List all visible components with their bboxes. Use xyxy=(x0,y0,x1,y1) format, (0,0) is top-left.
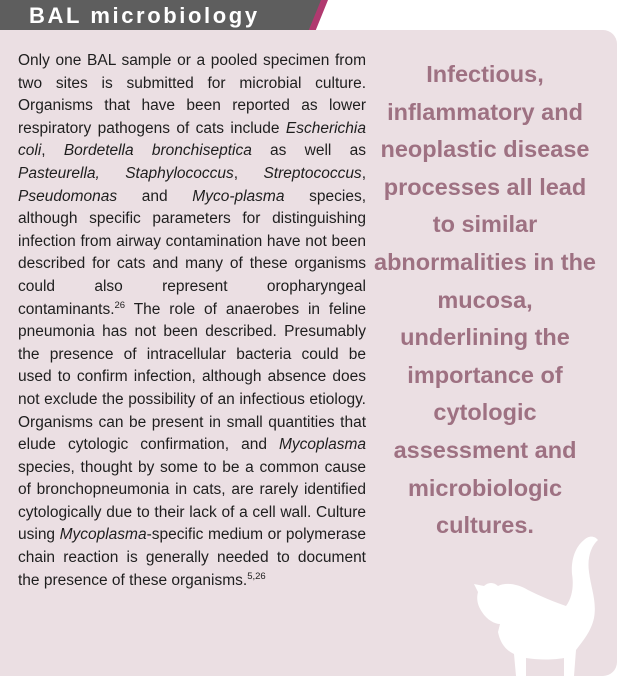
text-run: as well as xyxy=(251,142,366,160)
cat-silhouette-icon xyxy=(474,532,616,676)
organism-name: Streptococcus xyxy=(263,164,362,182)
organism-name: Myco-plasma xyxy=(192,187,285,205)
text-run: The role of anaerobes in feline pneumonia has not been described. Presumably the presence of intracellular bacteria could be used to confirm infection, although absence does not exclude the possibility of an infectious etiology. Organisms can be present in small quantities that elude cytologic confirmation, and xyxy=(18,300,366,454)
text-run: , xyxy=(361,164,366,182)
organism-name: Pasteurella, Staphylococcus xyxy=(18,164,234,182)
text-run: , xyxy=(41,142,64,160)
citation-reference: 5,26 xyxy=(247,570,266,582)
section-title: BAL microbiology xyxy=(29,3,260,28)
organism-name: Escherichia coli xyxy=(18,119,366,160)
body-paragraph xyxy=(18,50,366,592)
text-run: and xyxy=(117,187,193,205)
organism-name: Mycoplasma xyxy=(279,436,366,454)
pull-quote: Infectious, inflammatory and neoplastic disease processes all lead to similar abnormalities in the mucosa, underlining the importance of cytologic assessment and microbiologic cultures. xyxy=(374,61,596,539)
text-run: -specific medium or polymerase chain reaction is generally needed to document the presence of these organisms. xyxy=(18,526,366,589)
text-run: species, thought by some to be a common cause of bronchopneumonia in cats, are rarely identified cytologically due to their lack of a cell wall. Culture using xyxy=(18,458,366,544)
organism-name: Mycoplasma xyxy=(59,526,147,544)
organism-name: Bordetella bronchiseptica xyxy=(63,142,252,160)
text-run: species, although specific parameters for distinguishing infection from airway contamination have not been described for cats and many of these organisms could also represent oropharyngeal contaminants. xyxy=(18,187,366,318)
text-run: Only one BAL sample or a pooled specimen from two sites is submitted for microbial culture. Organisms that have been reported as lower respiratory pathogens of cats include xyxy=(18,52,366,137)
text-run: , xyxy=(233,164,264,182)
citation-reference: 26 xyxy=(114,299,126,311)
organism-name: Pseudomonas xyxy=(18,187,118,205)
section-header xyxy=(0,0,330,32)
